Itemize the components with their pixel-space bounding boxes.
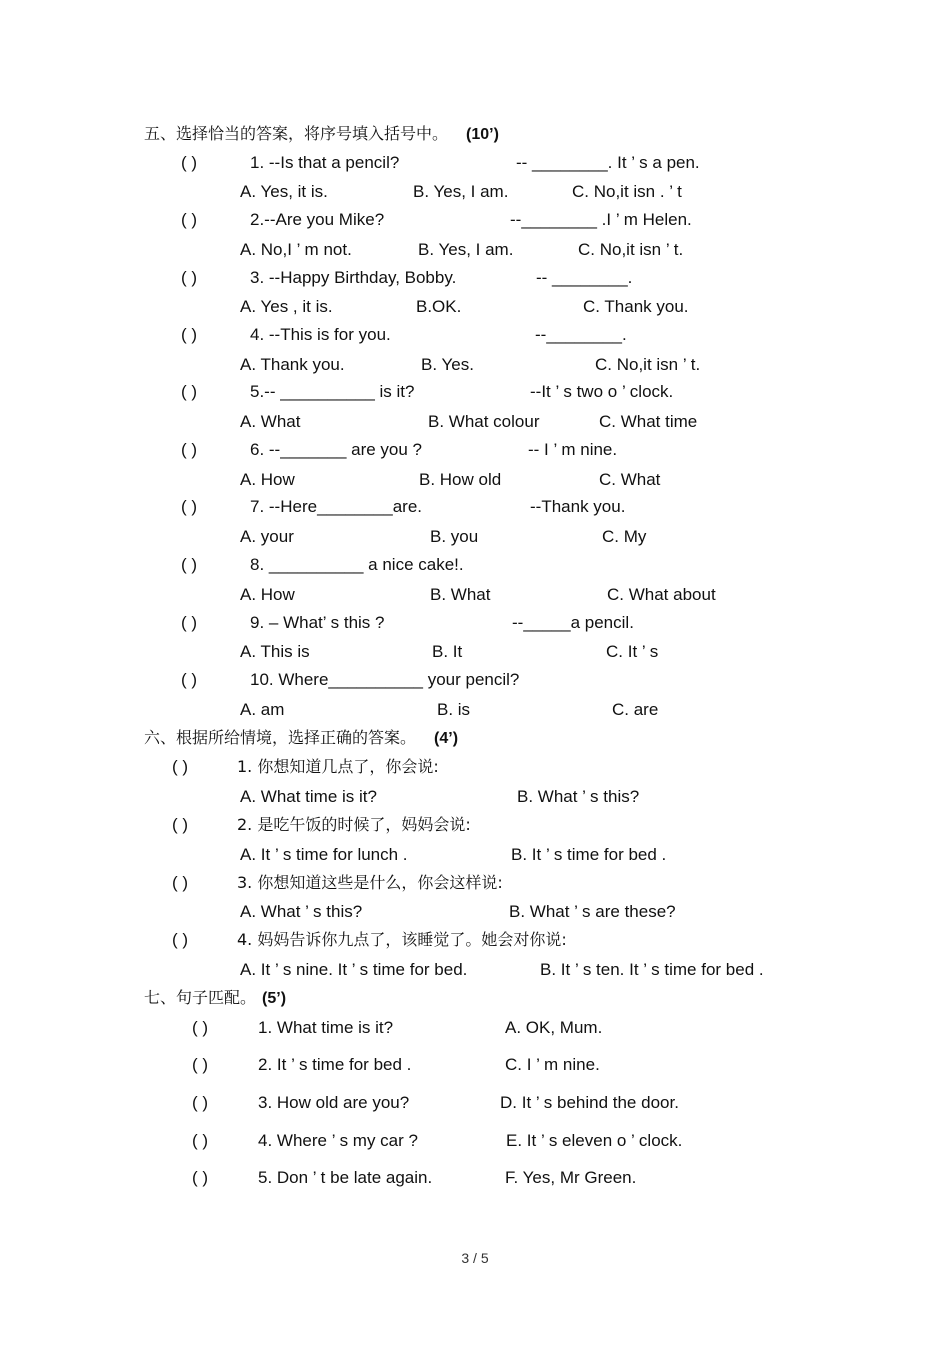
answer-paren[interactable]: ( ) bbox=[172, 930, 189, 949]
sentence-text: 2. It ’ s time for bed . bbox=[258, 1055, 412, 1074]
answer-paren[interactable]: ( ) bbox=[181, 670, 198, 689]
response-text: --________. bbox=[535, 325, 627, 344]
response-text: -- I ’ m nine. bbox=[528, 440, 618, 459]
option-a: A. This is bbox=[240, 642, 310, 661]
section6-heading bbox=[144, 725, 458, 751]
answer-paren[interactable]: ( ) bbox=[181, 382, 198, 401]
answer-paren[interactable]: ( ) bbox=[192, 1055, 209, 1074]
section6-title: 六、根据所给情境，选择正确的答案。 bbox=[144, 728, 417, 747]
question-text: 2. 是吃午饭的时候了，妈妈会说: bbox=[237, 815, 471, 834]
question-text: 1. 你想知道几点了，你会说: bbox=[237, 757, 439, 776]
response-text: -- ________. It ’ s a pen. bbox=[516, 153, 700, 172]
match-option: F. Yes, Mr Green. bbox=[505, 1168, 637, 1187]
option-a: A. What time is it? bbox=[240, 787, 377, 806]
response-text: --_____a pencil. bbox=[512, 613, 634, 632]
option-b: B. What colour bbox=[428, 412, 540, 431]
option-a: A. No,I ’ m not. bbox=[240, 240, 352, 259]
option-c: C. No,it isn . ’ t bbox=[572, 182, 682, 201]
answer-paren[interactable]: ( ) bbox=[192, 1018, 209, 1037]
sentence-text: 4. Where ’ s my car ? bbox=[258, 1131, 418, 1150]
match-option: E. It ’ s eleven o ’ clock. bbox=[506, 1131, 683, 1150]
answer-paren[interactable]: ( ) bbox=[181, 613, 198, 632]
sentence-text: 1. What time is it? bbox=[258, 1018, 394, 1037]
question-text: 4. 妈妈告诉你九点了，该睡觉了。她会对你说: bbox=[237, 930, 567, 949]
question-text: 4. --This is for you. bbox=[250, 325, 391, 344]
option-b: B. It bbox=[432, 642, 463, 661]
section6-points: (4’) bbox=[434, 730, 459, 747]
answer-paren[interactable]: ( ) bbox=[181, 153, 198, 172]
option-c: C. What bbox=[599, 470, 661, 489]
option-b: B. What ’ s are these? bbox=[509, 902, 676, 921]
option-c: C. What about bbox=[607, 585, 716, 604]
option-a: A. What ’ s this? bbox=[240, 902, 363, 921]
match-option: A. OK, Mum. bbox=[505, 1018, 603, 1037]
option-b: B. you bbox=[430, 527, 479, 546]
question-text: 6. --_______ are you ? bbox=[250, 440, 423, 459]
answer-paren[interactable]: ( ) bbox=[172, 873, 189, 892]
sentence-text: 3. How old are you? bbox=[258, 1093, 410, 1112]
response-text: -- ________. bbox=[536, 268, 633, 287]
question-text: 5.-- __________ is it? bbox=[250, 382, 415, 401]
answer-paren[interactable]: ( ) bbox=[172, 815, 189, 834]
answer-paren[interactable]: ( ) bbox=[181, 268, 198, 287]
question-text: 7. --Here________are. bbox=[250, 497, 423, 516]
sentence-text: 5. Don ’ t be late again. bbox=[258, 1168, 433, 1187]
question-text: 3. 你想知道这些是什么，你会这样说: bbox=[237, 873, 503, 892]
option-a: A. Thank you. bbox=[240, 355, 345, 374]
option-c: C. What time bbox=[599, 412, 698, 431]
option-b: B. What ’ s this? bbox=[517, 787, 640, 806]
section5-heading bbox=[144, 121, 499, 147]
response-text: --It ’ s two o ’ clock. bbox=[530, 382, 674, 401]
section7-heading bbox=[144, 985, 286, 1011]
match-option: D. It ’ s behind the door. bbox=[500, 1093, 679, 1112]
option-c: C. No,it isn ’ t. bbox=[578, 240, 684, 259]
option-a: A. It ’ s nine. It ’ s time for bed. bbox=[240, 960, 468, 979]
question-text: 3. --Happy Birthday, Bobby. bbox=[250, 268, 457, 287]
answer-paren[interactable]: ( ) bbox=[181, 210, 198, 229]
option-a: A. your bbox=[240, 527, 294, 546]
answer-paren[interactable]: ( ) bbox=[181, 440, 198, 459]
answer-paren[interactable]: ( ) bbox=[181, 555, 198, 574]
option-c: C. are bbox=[612, 700, 659, 719]
option-c: C. No,it isn ’ t. bbox=[595, 355, 701, 374]
page-number: 3 / 5 bbox=[461, 1250, 489, 1266]
match-option: C. I ’ m nine. bbox=[505, 1055, 600, 1074]
option-b: B. is bbox=[437, 700, 471, 719]
question-text: 1. --Is that a pencil? bbox=[250, 153, 400, 172]
option-b: B. Yes, I am. bbox=[418, 240, 514, 259]
option-b: B. Yes, I am. bbox=[413, 182, 509, 201]
section5-points: (10’) bbox=[466, 126, 499, 143]
option-a: A. Yes , it is. bbox=[240, 297, 333, 316]
option-a: A. What bbox=[240, 412, 301, 431]
option-a: A. How bbox=[240, 585, 295, 604]
option-a: A. It ’ s time for lunch . bbox=[240, 845, 408, 864]
option-a: A. How bbox=[240, 470, 295, 489]
option-b: B. It ’ s ten. It ’ s time for bed . bbox=[540, 960, 764, 979]
response-text: --Thank you. bbox=[530, 497, 626, 516]
section7-title: 七、句子匹配。 bbox=[144, 988, 257, 1007]
section7-points: (5’) bbox=[262, 990, 287, 1007]
option-a: A. Yes, it is. bbox=[240, 182, 328, 201]
question-text: 9. – What’ s this ? bbox=[250, 613, 385, 632]
question-text: 8. __________ a nice cake!. bbox=[250, 555, 464, 574]
answer-paren[interactable]: ( ) bbox=[181, 325, 198, 344]
option-b: B.OK. bbox=[416, 297, 462, 316]
option-c: C. My bbox=[602, 527, 647, 546]
option-a: A. am bbox=[240, 700, 285, 719]
section5-title: 五、选择恰当的答案，将序号填入括号中。 bbox=[144, 124, 449, 143]
answer-paren[interactable]: ( ) bbox=[172, 757, 189, 776]
question-text: 2.--Are you Mike? bbox=[250, 210, 385, 229]
option-c: C. It ’ s bbox=[606, 642, 659, 661]
option-b: B. What bbox=[430, 585, 491, 604]
answer-paren[interactable]: ( ) bbox=[192, 1168, 209, 1187]
option-c: C. Thank you. bbox=[583, 297, 689, 316]
answer-paren[interactable]: ( ) bbox=[181, 497, 198, 516]
response-text: --________ .I ’ m Helen. bbox=[510, 210, 692, 229]
question-text: 10. Where__________ your pencil? bbox=[250, 670, 520, 689]
option-b: B. How old bbox=[419, 470, 502, 489]
answer-paren[interactable]: ( ) bbox=[192, 1131, 209, 1150]
option-b: B. It ’ s time for bed . bbox=[511, 845, 667, 864]
option-b: B. Yes. bbox=[421, 355, 474, 374]
answer-paren[interactable]: ( ) bbox=[192, 1093, 209, 1112]
